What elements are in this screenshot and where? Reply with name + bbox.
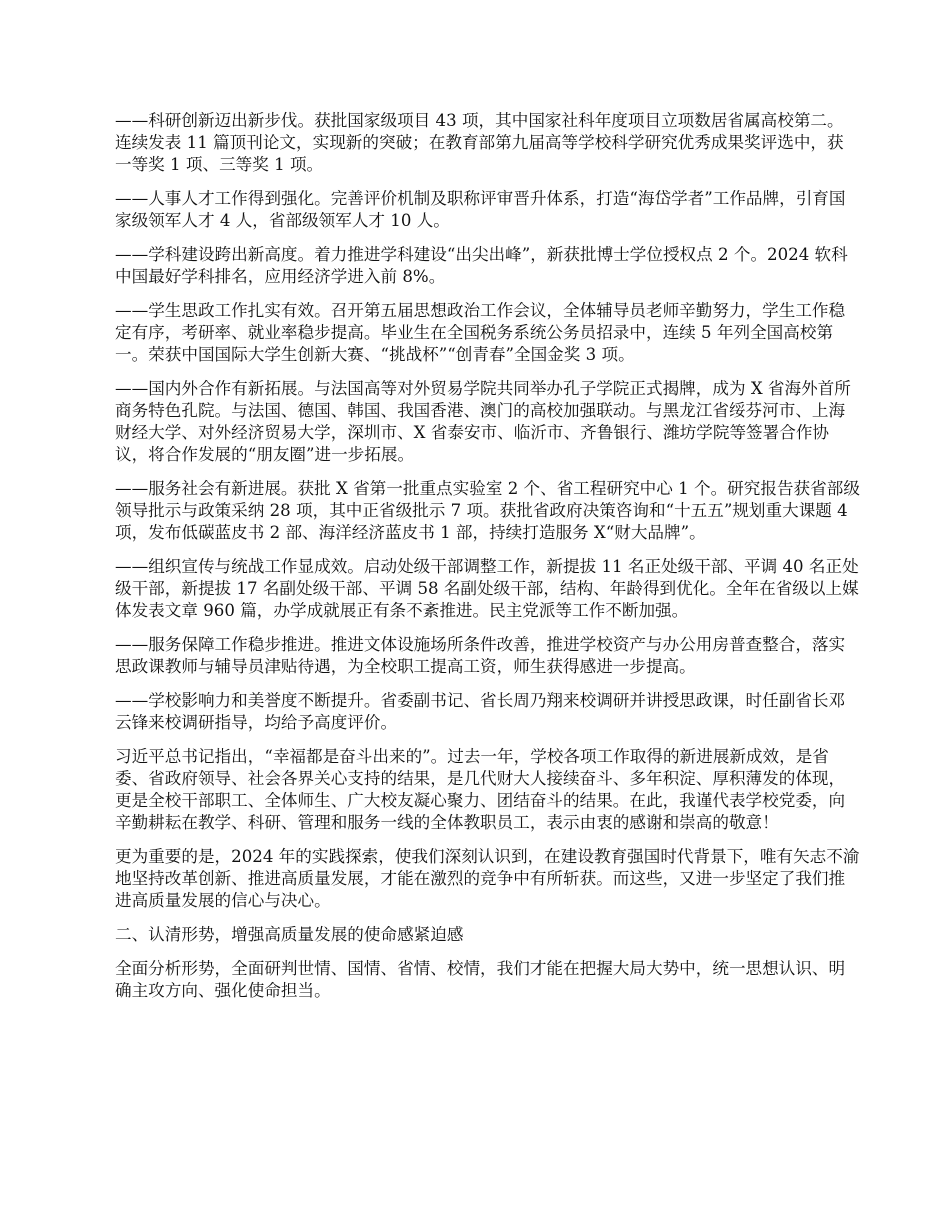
- paragraph-cooperation: ——国内外合作有新拓展。与法国高等对外贸易学院共同举办孔子学院正式揭牌，成为 X 省海外首所商务特色孔院。与法国、德国、韩国、我国香港、澳门的高校加强联动。与黑龙江省绥芬河市、上海财经大学、对外经济贸易大学，深圳市、X 省泰安市、临沂市、齐鲁银行、潍坊学院等签署合作协议，将合作发展的“朋友圈”进一步拓展。: [115, 379, 851, 464]
- paragraph-discipline: ——学科建设跨出新高度。着力推进学科建设“出尖出峰”，新获批博士学位授权点 2 个。2024 软科中国最好学科排名，应用经济学进入前 8%。: [115, 245, 848, 286]
- paragraph-logistics: ——服务保障工作稳步推进。推进文体设施场所条件改善，推进学校资产与办公用房普查整合，落实思政课教师与辅导员津贴待遇，为全校职工提高工资，师生获得感进一步提高。: [115, 635, 846, 676]
- paragraph-situation: 全面分析形势，全面研判世情、国情、省情、校情，我们才能在把握大局大势中，统一思想认识、明确主攻方向、强化使命担当。: [115, 959, 846, 1000]
- document-body: [115, 110, 860, 1014]
- paragraph-talent: ——人事人才工作得到强化。完善评价机制及职称评审晋升体系，打造“海岱学者”工作品牌，引育国家级领军人才 4 人，省部级领军人才 10 人。: [115, 189, 846, 230]
- paragraph-student-work: ——学生思政工作扎实有效。召开第五届思想政治工作会议，全体辅导员老师辛勤努力，学生工作稳定有序，考研率、就业率稳步提高。毕业生在全国税务系统公务员招录中，连续 5 年列全国高校第一。荣获中国国际大学生创新大赛、“挑战杯”“创青春”全国金奖 3 项。: [115, 301, 846, 364]
- paragraph-social-service: ——服务社会有新进展。获批 X 省第一批重点实验室 2 个、省工程研究中心 1 个。研究报告获省部级领导批示与政策采纳 28 项，其中正省级批示 7 项。获批省政府决策咨询和“十五五”规划重大课题 4 项，发布低碳蓝皮书 2 部、海洋经济蓝皮书 1 部，持续打造服务 X“财大品牌”。: [115, 479, 860, 542]
- paragraph-organization: ——组织宣传与统战工作显成效。启动处级干部调整工作，新提拔 11 名正处级干部、平调 40 名正处级干部，新提拔 17 名副处级干部、平调 58 名副处级干部，结构、年龄得到优化。全年在省级以上媒体发表文章 960 篇，办学成就展正有条不紊推进。民主党派等工作不断加强。: [115, 557, 859, 620]
- section-heading: 二、认清形势，增强高质量发展的使命感紧迫感: [115, 925, 464, 944]
- paragraph-reputation: ——学校影响力和美誉度不断提升。省委副书记、省长周乃翔来校调研并讲授思政课，时任副省长邓云锋来校调研指导，均给予高度评价。: [115, 691, 846, 732]
- paragraph-reflection: 更为重要的是，2024 年的实践探索，使我们深刻认识到，在建设教育强国时代背景下，唯有矢志不渝地坚持改革创新、推进高质量发展，才能在激烈的竞争中有所斩获。而这些，又进一步坚定了我们推进高质量发展的信心与决心。: [115, 847, 860, 910]
- paragraph-research: ——科研创新迈出新步伐。获批国家级项目 43 项，其中国家社科年度项目立项数居省属高校第二。连续发表 11 篇顶刊论文，实现新的突破；在教育部第九届高等学校科学研究优秀成果奖评选中，获一等奖 1 项、三等奖 1 项。: [115, 111, 844, 174]
- paragraph-summary: 习近平总书记指出，“幸福都是奋斗出来的”。过去一年，学校各项工作取得的新进展新成效，是省委、省政府领导、社会各界关心支持的结果，是几代财大人接续奋斗、多年积淀、厚积薄发的体现，更是全校干部职工、全体师生、广大校友凝心聚力、团结奋斗的结果。在此，我谨代表学校党委，向辛勤耕耘在教学、科研、管理和服务一线的全体教职员工，表示由衷的感谢和崇高的敬意！: [115, 747, 846, 832]
